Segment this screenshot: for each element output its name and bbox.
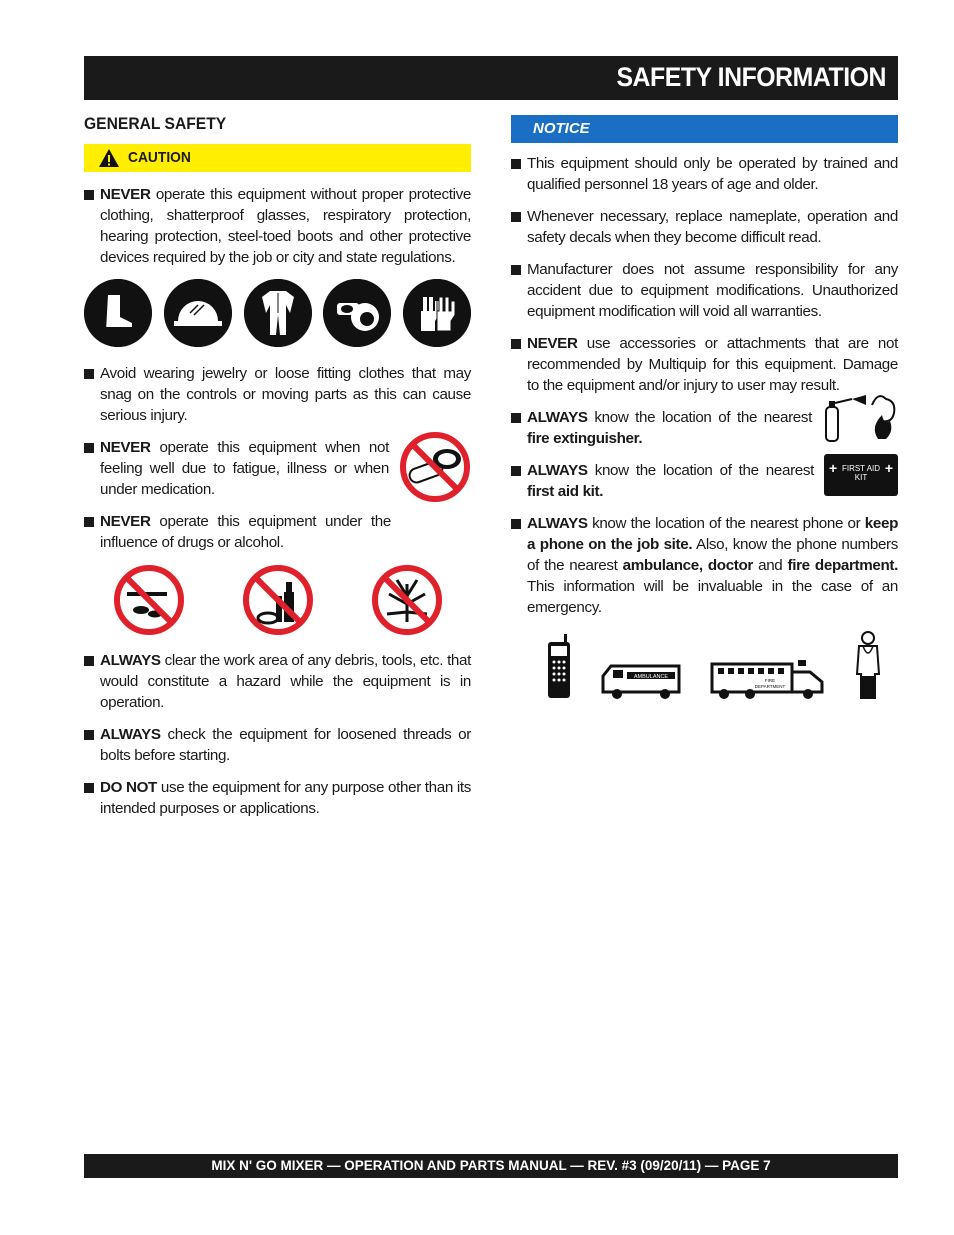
item-keyword: ALWAYS <box>527 409 588 426</box>
item-text: and <box>752 557 788 574</box>
ambulance-icon <box>601 658 681 700</box>
fire-label: FIRE <box>764 678 776 683</box>
no-drugs-icon <box>113 564 185 636</box>
section-title: GENERAL SAFETY <box>84 114 227 133</box>
list-item <box>511 206 898 248</box>
item-text: operate this equipment under the influence of drugs or alcohol. <box>100 513 391 551</box>
notice-bar <box>511 115 898 143</box>
kit-label: KIT <box>854 473 868 482</box>
item-text: Whenever necessary, replace nameplate, operation and safety decals when they become difficult read. <box>527 208 898 246</box>
bullet <box>84 730 94 740</box>
list-item <box>84 184 471 268</box>
list-item <box>84 363 471 426</box>
list-item <box>511 460 814 502</box>
no-medication-icon <box>399 431 471 503</box>
gloves-icon <box>403 279 471 347</box>
item-keyword: DO NOT <box>100 779 157 796</box>
item-text: use accessories or attachments that are not recommended by Multiquip for this equipment. Damage to the equipment and/or injury to user may result. <box>527 335 898 394</box>
list-item <box>84 511 391 553</box>
caution-bar <box>84 144 471 172</box>
item-keyword: NEVER <box>527 335 578 352</box>
hard-hat-icon <box>164 279 232 347</box>
list-item <box>84 650 471 713</box>
ppe-icon-row <box>84 279 471 347</box>
footer-bar <box>84 1154 898 1178</box>
list-item <box>84 437 389 500</box>
item-text: Manufacturer does not assume responsibility for any accident due to equipment modifications. Unauthorized equipment modification will void all warranties. <box>527 261 898 320</box>
safety-boot-icon <box>84 279 152 347</box>
bullet <box>84 443 94 453</box>
first-aid-row <box>511 460 898 513</box>
emergency-icons-row <box>511 630 898 700</box>
item-keyword: NEVER <box>100 186 151 203</box>
item-text: operate this equipment when not feeling well due to fatigue, illness or when under medication. <box>100 439 389 498</box>
doctor-icon <box>853 630 883 700</box>
kit-label: FIRST AID <box>841 464 881 473</box>
bullet <box>84 369 94 379</box>
item-keyword: keep a phone on the job site. <box>527 515 898 553</box>
item-keyword: ambulance, doctor <box>622 557 753 574</box>
bullet <box>84 517 94 527</box>
item-text: Also, know the phone numbers of the nearest <box>527 536 898 574</box>
item-text: check the equipment for loosened threads or bolts before starting. <box>100 726 471 764</box>
plus-icon: + <box>884 460 893 476</box>
fire-label: DEPARTMENT <box>754 684 786 689</box>
bullet <box>511 413 521 423</box>
bullet <box>511 159 521 169</box>
coveralls-icon <box>244 279 312 347</box>
illness-row <box>84 437 471 511</box>
item-text: know the location of the nearest phone or <box>587 515 865 532</box>
extinguisher-row <box>511 407 898 460</box>
goggles-ear-protection-icon <box>323 279 391 347</box>
list-item <box>511 333 898 396</box>
list-item <box>511 259 898 322</box>
item-keyword: NEVER <box>100 513 151 530</box>
plus-icon: + <box>829 460 838 476</box>
no-alcohol-icon <box>242 564 314 636</box>
bullet <box>84 190 94 200</box>
page-title: SAFETY INFORMATION <box>616 62 886 92</box>
caution-label: CAUTION <box>128 149 191 166</box>
item-keyword: ALWAYS <box>100 726 161 743</box>
item-text: operate this equipment without proper protective clothing, shatterproof glasses, respiratory protection, hearing protection, steel-toed boots and other protective devices required by the job or city and state regulations. <box>100 186 471 266</box>
item-text: know the location of the nearest <box>587 409 812 426</box>
footer-text: MIX N' GO MIXER — OPERATION AND PARTS MANUAL — REV. #3 (09/20/11) — PAGE 7 <box>211 1158 771 1173</box>
list-item <box>511 153 898 195</box>
item-keyword: fire department. <box>787 557 898 574</box>
fire-extinguisher-icon <box>822 391 898 443</box>
bullet <box>84 783 94 793</box>
item-keyword: NEVER <box>100 439 151 456</box>
left-column <box>84 112 471 830</box>
list-item <box>511 407 812 449</box>
bullet <box>511 212 521 222</box>
item-keyword: fire extinguisher. <box>527 430 643 447</box>
bullet <box>84 656 94 666</box>
bullet <box>511 519 521 529</box>
item-keyword: ALWAYS <box>527 515 588 532</box>
item-keyword: ALWAYS <box>100 652 161 669</box>
bullet <box>511 265 521 275</box>
list-item <box>511 513 898 618</box>
no-marijuana-icon <box>371 564 443 636</box>
fire-truck-icon <box>710 658 824 700</box>
item-text: know the location of the nearest <box>587 462 814 479</box>
first-aid-kit-icon <box>824 454 898 496</box>
bullet <box>511 466 521 476</box>
item-text: clear the work area of any debris, tools, etc. that would constitute a hazard while the equipment is in operation. <box>100 652 471 711</box>
item-keyword: first aid kit. <box>527 483 604 500</box>
right-column <box>511 112 898 700</box>
header-bar <box>84 56 898 100</box>
list-item <box>84 777 471 819</box>
ambulance-label: AMBULANCE <box>633 674 668 680</box>
bullet <box>511 339 521 349</box>
warning-triangle-icon <box>98 148 120 168</box>
item-text: This equipment should only be operated by trained and qualified personnel 18 years of age and older. <box>527 155 898 193</box>
item-text: Avoid wearing jewelry or loose fitting clothes that may snag on the controls or moving parts as this can cause serious injury. <box>100 365 471 424</box>
item-keyword: ALWAYS <box>527 462 588 479</box>
item-text: use the equipment for any purpose other than its intended purposes or applications. <box>100 779 471 817</box>
list-item <box>84 724 471 766</box>
no-drugs-alcohol-icons <box>84 564 471 636</box>
item-text: This information will be invaluable in the case of an emergency. <box>527 578 898 616</box>
cell-phone-icon <box>546 634 572 700</box>
notice-label: NOTICE <box>533 120 590 137</box>
